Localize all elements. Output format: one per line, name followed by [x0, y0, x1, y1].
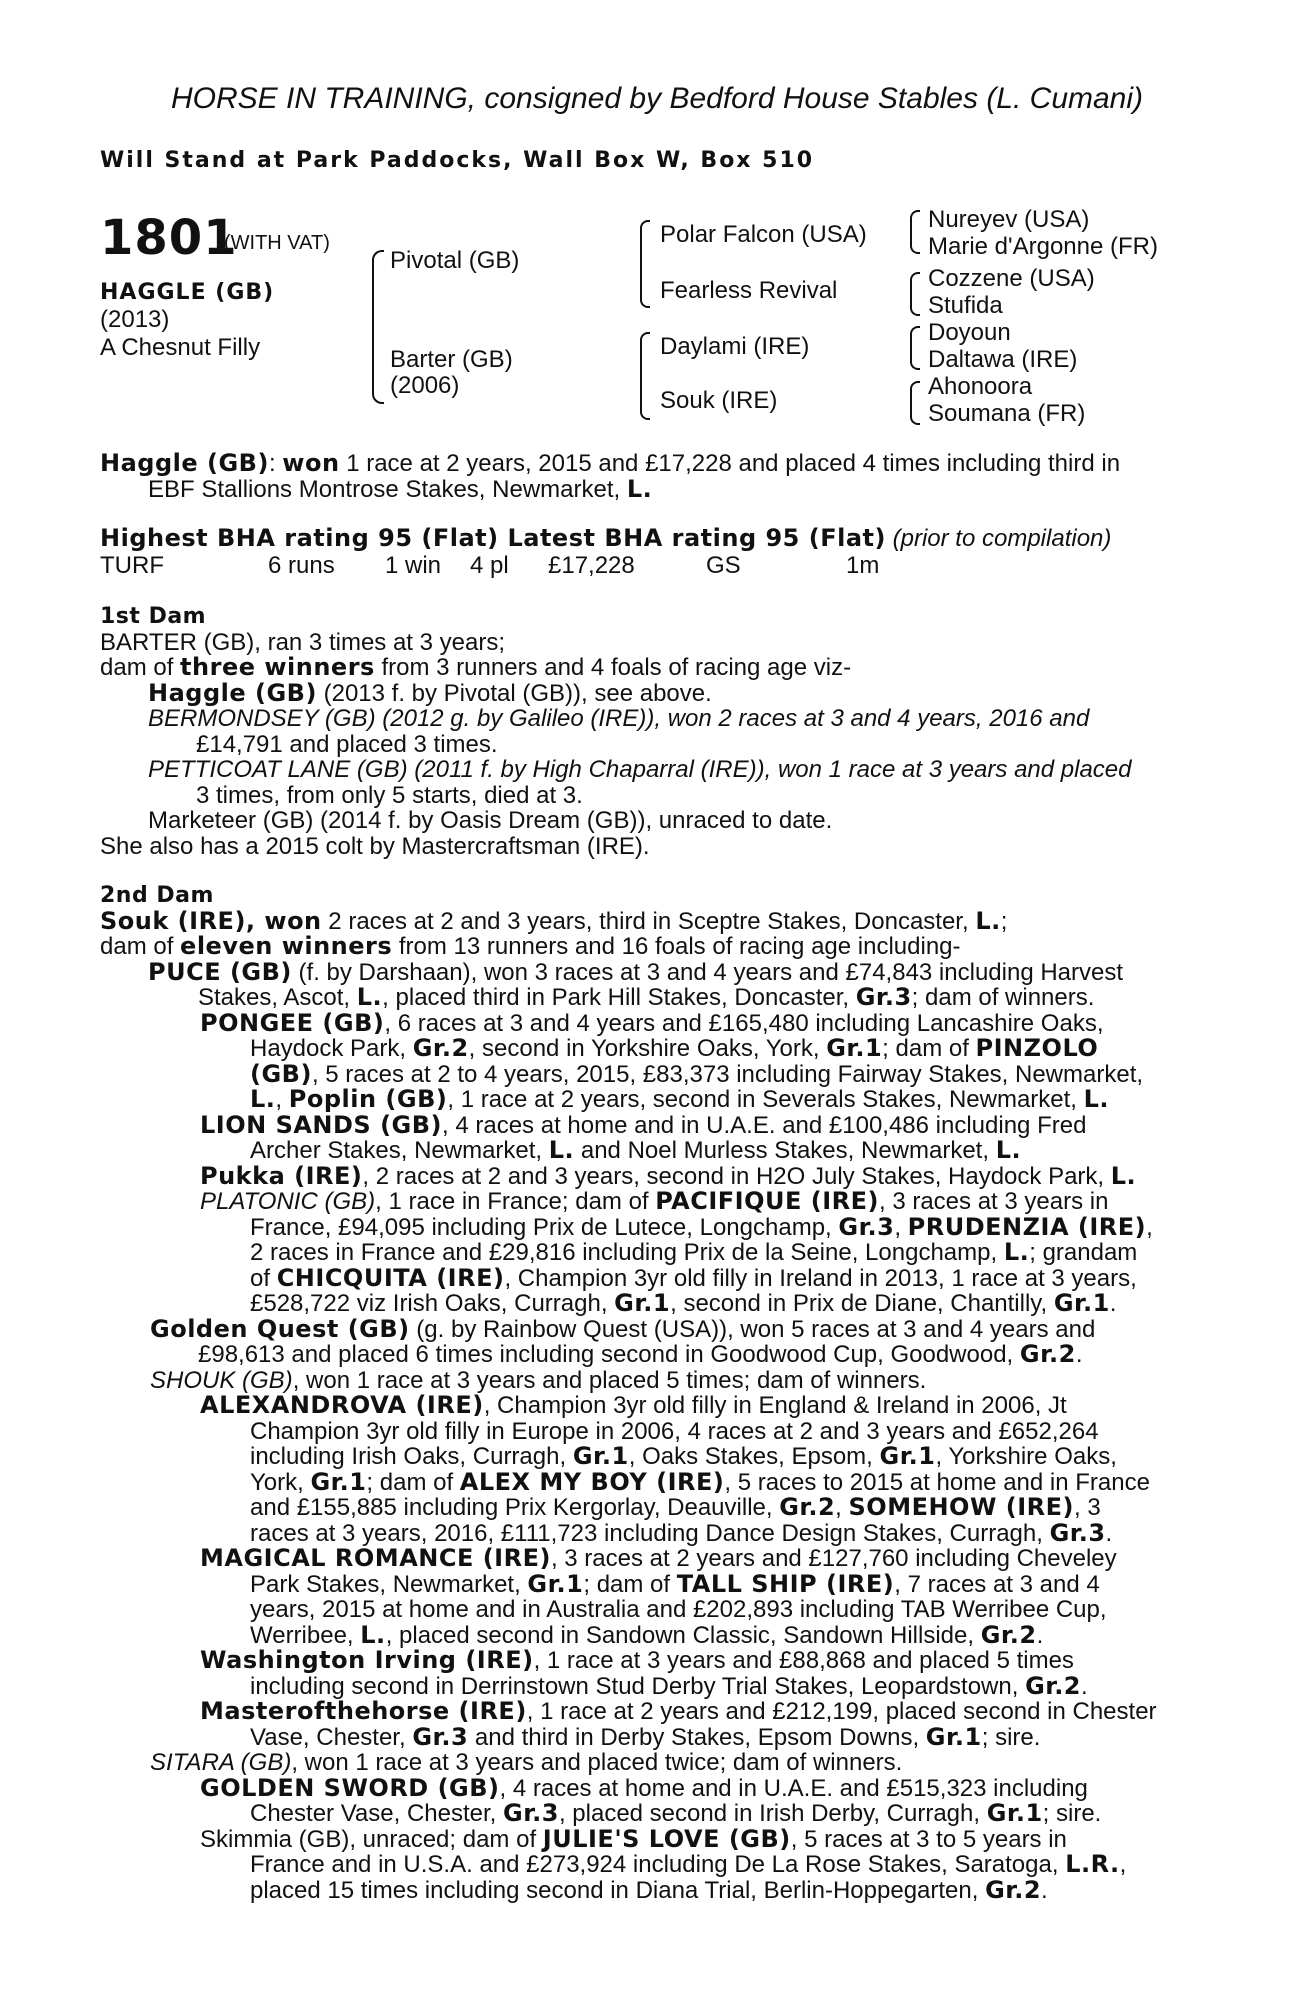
- dam: Barter (GB): [390, 346, 513, 373]
- sire-dam: Fearless Revival: [660, 277, 838, 304]
- pedigree-brace: [910, 210, 920, 254]
- horse-name: HAGGLE (GB): [100, 280, 275, 305]
- vat-note: (WITH VAT): [224, 232, 330, 254]
- dam-dam: Souk (IRE): [660, 387, 778, 414]
- horse-description: A Chesnut Filly: [100, 334, 261, 361]
- pedigree-brace: [640, 220, 650, 308]
- pedigree-brace: [640, 332, 650, 420]
- dds: Ahonoora: [928, 373, 1033, 400]
- dss: Doyoun: [928, 319, 1011, 346]
- race-summary: Haggle (GB): won 1 race at 2 years, 2015 and £17,228 and placed 4 times including third in EBF Stallions Montrose Stakes, Newmarket, L.: [100, 449, 1121, 503]
- rating-title: Highest BHA rating 95 (Flat) Latest BHA rating 95 (Flat): [100, 524, 886, 552]
- pedigree-brace: [910, 272, 920, 316]
- summary-horse-name: Haggle (GB): [100, 449, 269, 477]
- first-dam-section: 1st Dam BARTER (GB), ran 3 times at 3 years; dam of three winners from 3 runners and 4 foals of racing age viz- Haggle (GB) (2013 f. by Pivotal (GB)), see above. BERMONDSEY (GB) (2012 g. by Galileo (IRE)), won 2 races at 3 and 4 years, 2016 and £14,791 and placed 3 times. PETTICOAT LANE (GB) (2011 f. by High Chaparral (IRE)), won 1 race at 3 years and placed 3 times, from only 5 starts, died at 3. Marketeer (GB) (2014 f. by Oasis Dream (GB)), unraced to date. She also has a 2015 colt by Mastercraftsman (IRE).: [100, 604, 1212, 859]
- sss: Nureyev (USA): [928, 206, 1090, 233]
- ratings-block: Highest BHA rating 95 (Flat) Latest BHA rating 95 (Flat) (prior to compilation): [100, 524, 1112, 552]
- foal-year: (2013): [100, 306, 170, 333]
- pedigree-brace: [910, 381, 920, 425]
- second-dam-section: 2nd Dam Souk (IRE), won 2 races at 2 and 3 years, third in Sceptre Stakes, Doncaster, L.; dam of eleven winners from 13 runners and 16 foals of racing age including- PUCE (GB) (f. by Darshaan), won 3 races at 3 and 4 years and £74,843 including Harvest Stakes, Ascot, L., placed third in Park Hill Stakes, Doncaster, Gr.3; dam of winners. PONGEE (GB), 6 races at 3 and 4 years and £165,480 including Lancashire Oaks, Haydock Park, Gr.2, second in Yorkshire Oaks, York, Gr.1; dam of PINZOLO (GB), 5 races at 2 to 4 years, 2015, £83,373 including Fairway Stakes, Newmarket, L., Poplin (GB), 1 race at 2 years, second in Severals Stakes, Newmarket, L. LION SANDS (GB), 4 races at home and in U.A.E. and £100,486 including Fred Archer Stakes, Newmarket, L. and Noel Murless Stakes, Newmarket, L. Pukka (IRE), 2 races at 2 and 3 years, second in H2O July Stakes, Haydock Park, L. PLATONIC (GB), 1 race in France; dam of PACIFIQUE (IRE), 3 races at 3 years in France, £94,095 including Prix de Lutece, Longchamp, Gr.3, PRUDENZIA (IRE), 2 races in France and £29,816 including Prix de la Seine, Longchamp, L.; grandam of CHICQUITA (IRE), Champion 3yr old filly in Ireland in 2013, 1 race at 3 years, £528,722 viz Irish Oaks, Curragh, Gr.1, second in Prix de Diane, Chantilly, Gr.1. Golden Quest (GB) (g. by Rainbow Quest (USA)), won 5 races at 3 and 4 years and £98,613 and placed 6 times including second in Goodwood Cup, Goodwood, Gr.2. SHOUK (GB), won 1 race at 3 years and placed 5 times; dam of winners. ALEXANDROVA (IRE), Champion 3yr old filly in England & Ireland in 2006, Jt Champion 3yr old filly in Europe in 2006, 4 races at 2 and 3 years and £652,264 including Irish Oaks, Curragh, Gr.1, Oaks Stakes, Epsom, Gr.1, Yorkshire Oaks, York, Gr.1; dam of ALEX MY BOY (IRE), 5 races to 2015 at home and in France and £155,885 including Prix Kergorlay, Deauville, Gr.2, SOMEHOW (IRE), 3 races at 3 years, 2016, £111,723 including Dance Design Stakes, Curragh, Gr.3. MAGICAL ROMANCE (IRE), 3 races at 2 years and £127,760 including Cheveley Park Stakes, Newmarket, Gr.1; dam of TALL SHIP (IRE), 7 races at 3 and 4 years, 2015 at home and in Australia and £202,893 including TAB Werribee Cup, Werribee, L., placed second in Sandown Classic, Sandown Hillside, Gr.2. Washington Irving (IRE), 1 race at 3 years and £88,868 and placed 5 times including second in Derrinstown Stud Derby Trial Stakes, Leopardstown, Gr.2. Masterofthehorse (IRE), 1 race at 2 years and £212,199, placed second in Chester Vase, Chester, Gr.3 and third in Derby Stakes, Epsom Downs, Gr.1; sire. SITARA (GB), won 1 race at 3 years and placed twice; dam of winners. GOLDEN SWORD (GB), 4 races at home and in U.A.E. and £515,323 including Chester Vase, Chester, Gr.3, placed second in Irish Derby, Curragh, Gr.1; sire. Skimmia (GB), unraced; dam of JULIE'S LOVE (GB), 5 races at 3 to 5 years in France and in U.S.A. and £273,924 including De La Rose Stakes, Saratoga, L.R., placed 15 times including second in Diana Trial, Berlin-Hoppegarten, Gr.2.: [100, 883, 1212, 1903]
- stand-location: Will Stand at Park Paddocks, Wall Box W, Box 510: [100, 148, 815, 173]
- sds: Cozzene (USA): [928, 265, 1095, 292]
- sdd: Stufida: [928, 292, 1003, 319]
- dsd: Daltawa (IRE): [928, 346, 1078, 373]
- sire: Pivotal (GB): [390, 247, 520, 274]
- consignment-header: HORSE IN TRAINING, consigned by Bedford House Stables (L. Cumani): [170, 82, 1144, 115]
- dam-year: (2006): [390, 372, 460, 399]
- pedigree-brace: [910, 326, 920, 370]
- pedigree-brace: [372, 250, 384, 404]
- first-dam-heading: 1st Dam: [100, 604, 207, 629]
- sire-sire: Polar Falcon (USA): [660, 221, 867, 248]
- lot-number: 1801: [100, 210, 238, 266]
- second-dam-heading: 2nd Dam: [100, 883, 214, 908]
- ddd: Soumana (FR): [928, 400, 1086, 427]
- dam-sire: Daylami (IRE): [660, 333, 810, 360]
- ssd: Marie d'Argonne (FR): [928, 233, 1158, 260]
